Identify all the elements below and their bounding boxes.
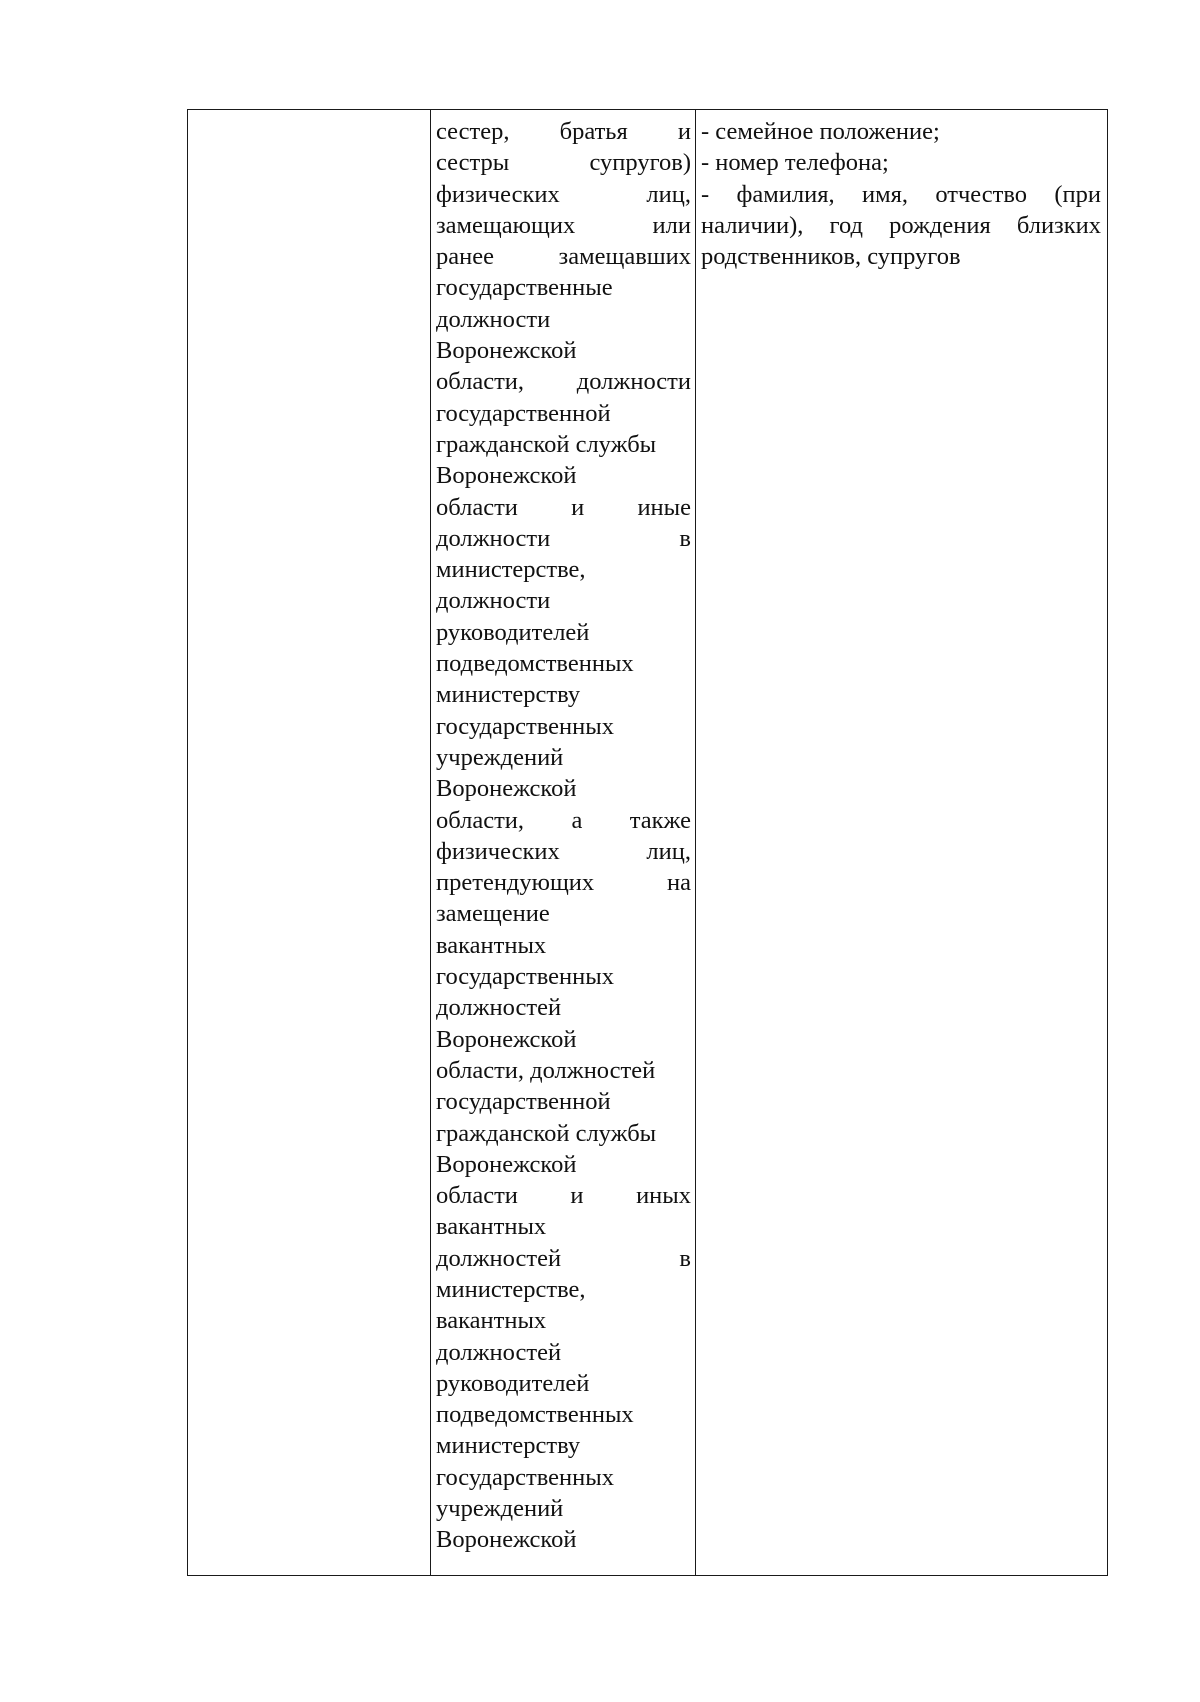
text-line — [436, 867, 691, 898]
subject-category-cell — [436, 116, 691, 1556]
text-word: иных — [636, 1182, 691, 1210]
text-line — [436, 898, 691, 929]
text-line — [436, 679, 691, 710]
text-word: физических — [436, 837, 560, 865]
text-word: государственных — [436, 963, 614, 991]
text-line — [436, 241, 691, 272]
text-word: а — [571, 806, 583, 834]
text-line — [436, 398, 691, 429]
text-word: в — [679, 1244, 691, 1272]
text-word: лиц, — [646, 837, 691, 865]
text-word: руководителей — [436, 1369, 590, 1397]
text-word: претендующих — [436, 869, 595, 897]
text-line — [436, 585, 691, 616]
text-word: должностей — [436, 1244, 562, 1272]
text-word: братья — [559, 118, 628, 145]
text-word: вакантных — [436, 1307, 547, 1335]
text-line — [436, 272, 691, 303]
text-word: Воронежской — [436, 1025, 577, 1053]
text-line — [436, 366, 691, 397]
text-word: должностей — [436, 1338, 562, 1366]
text-word: сестры — [436, 149, 510, 177]
text-line — [436, 1243, 691, 1274]
text-line — [701, 241, 1101, 272]
text-line — [436, 1211, 691, 1242]
text-line — [436, 1149, 691, 1180]
text-line — [436, 1055, 691, 1086]
text-line — [436, 836, 691, 867]
text-word: гражданской службы — [436, 1119, 657, 1147]
text-line — [436, 116, 691, 147]
personal-data-cell — [701, 116, 1101, 272]
text-line — [436, 1430, 691, 1461]
text-word: руководителей — [436, 618, 590, 646]
text-line — [436, 147, 691, 178]
text-word: имя, — [861, 180, 908, 208]
text-word: рождения — [889, 211, 991, 239]
text-line — [436, 179, 691, 210]
text-line — [436, 335, 691, 366]
text-line — [436, 1368, 691, 1399]
text-word: Воронежской — [436, 462, 577, 490]
text-word: наличии), — [701, 211, 804, 239]
text-word: министерству — [436, 1432, 581, 1460]
text-word: государственной — [436, 399, 611, 427]
text-line — [436, 210, 691, 241]
text-line — [436, 1337, 691, 1368]
text-word: министерстве, — [436, 556, 586, 584]
text-word: должности — [436, 587, 551, 615]
text-line — [436, 460, 691, 491]
text-word: замещавших — [558, 243, 691, 271]
text-line — [436, 1305, 691, 1336]
text-word: ранее — [436, 243, 494, 271]
text-line — [436, 304, 691, 335]
text-line — [436, 1274, 691, 1305]
text-word: родственников, супругов — [701, 243, 961, 271]
text-line — [436, 930, 691, 961]
text-word: области, должностей — [436, 1056, 656, 1084]
text-word: и — [570, 1182, 584, 1210]
text-line — [436, 1399, 691, 1430]
text-line — [436, 773, 691, 804]
column-divider — [430, 110, 431, 1575]
text-line — [436, 617, 691, 648]
text-line — [436, 992, 691, 1023]
text-line — [436, 1493, 691, 1524]
text-line — [436, 523, 691, 554]
text-word: области — [436, 493, 518, 521]
text-word: фамилия, — [736, 180, 835, 208]
text-word: - — [701, 180, 710, 208]
text-line — [436, 492, 691, 523]
text-word: министерству — [436, 681, 581, 709]
text-word: супругов) — [589, 149, 691, 177]
text-word: подведомственных — [436, 650, 634, 678]
text-line — [436, 711, 691, 742]
text-word: год — [829, 211, 863, 239]
text-word: замещающих — [436, 211, 576, 239]
text-word: министерстве, — [436, 1275, 586, 1303]
data-table — [187, 109, 1108, 1576]
text-word: области, — [436, 806, 525, 834]
text-line — [436, 429, 691, 460]
text-word: должностей — [436, 994, 562, 1022]
text-line — [436, 1024, 691, 1055]
text-word: на — [667, 869, 691, 897]
text-line — [701, 210, 1101, 241]
text-line — [701, 179, 1101, 210]
text-word: Воронежской — [436, 1150, 577, 1178]
text-word: учреждений — [436, 1495, 564, 1523]
text-line — [436, 1462, 691, 1493]
text-word: государственные — [436, 274, 613, 302]
text-word: физических — [436, 180, 560, 208]
text-word: государственной — [436, 1088, 611, 1116]
text-word: - номер телефона; — [701, 149, 889, 177]
text-word: или — [652, 211, 691, 239]
text-word: вакантных — [436, 931, 547, 959]
text-word: Воронежской — [436, 337, 577, 365]
text-word: подведомственных — [436, 1401, 634, 1429]
text-word: гражданской службы — [436, 430, 657, 458]
text-word: государственных — [436, 712, 614, 740]
column-divider — [695, 110, 696, 1575]
text-word: государственных — [436, 1463, 614, 1491]
text-word: лиц, — [646, 180, 691, 208]
text-word: должности — [436, 305, 551, 333]
text-word: должности — [576, 368, 691, 396]
text-line — [436, 648, 691, 679]
text-word: замещение — [436, 900, 550, 928]
text-line — [436, 742, 691, 773]
text-line — [701, 147, 1101, 178]
text-word: должности — [436, 524, 551, 552]
text-line — [436, 1086, 691, 1117]
text-word: и — [571, 493, 585, 521]
text-word: также — [629, 806, 691, 834]
text-line — [436, 805, 691, 836]
text-line — [436, 1118, 691, 1149]
text-word: и — [677, 118, 691, 145]
text-word: в — [679, 524, 691, 552]
text-word: - семейное положение; — [701, 118, 940, 145]
text-word: вакантных — [436, 1213, 547, 1241]
text-line — [701, 116, 1101, 147]
text-word: (при — [1054, 180, 1101, 208]
text-word: области — [436, 1182, 518, 1210]
text-word: сестер, — [436, 118, 510, 145]
text-word: отчество — [935, 180, 1027, 208]
text-word: области, — [436, 368, 525, 396]
text-word: иные — [637, 493, 691, 521]
text-line — [436, 961, 691, 992]
text-word: близких — [1016, 211, 1101, 239]
text-line — [436, 554, 691, 585]
text-word: учреждений — [436, 743, 564, 771]
text-line — [436, 1180, 691, 1211]
text-word: Воронежской — [436, 775, 577, 803]
text-word: Воронежской — [436, 1526, 577, 1554]
text-line — [436, 1524, 691, 1555]
